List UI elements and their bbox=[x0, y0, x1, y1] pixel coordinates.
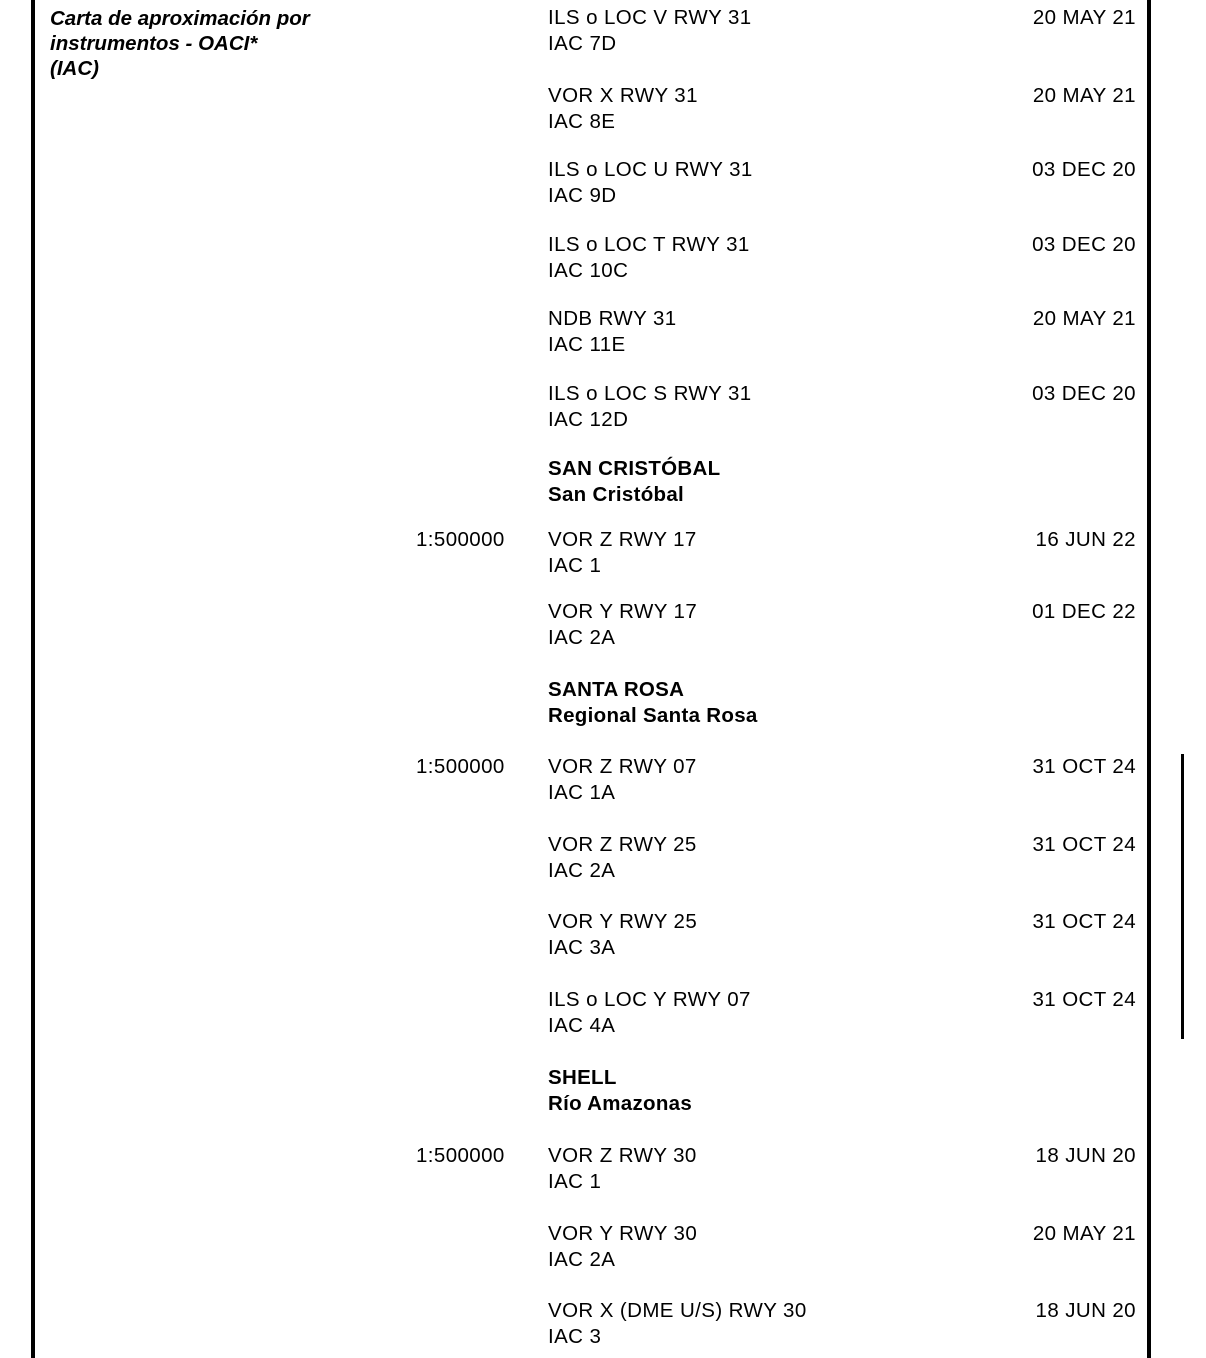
procedure-cell bbox=[548, 1143, 697, 1195]
airport-city: SANTA ROSA bbox=[548, 678, 685, 701]
chart-entry-row bbox=[0, 527, 1206, 587]
procedure-name: ILS o LOC V RWY 31 bbox=[548, 6, 752, 29]
airport-name: Regional Santa Rosa bbox=[548, 704, 758, 727]
effective-date: 03 DEC 20 bbox=[1032, 158, 1136, 181]
procedure-name: VOR Y RWY 25 bbox=[548, 910, 698, 933]
procedure-name: VOR X RWY 31 bbox=[548, 84, 698, 107]
procedure-cell bbox=[548, 754, 697, 806]
procedure-name: VOR Z RWY 07 bbox=[548, 755, 697, 778]
section-title-line: Carta de aproximación por bbox=[50, 7, 310, 30]
chart-entry-row bbox=[0, 599, 1206, 659]
chart-code: IAC 11E bbox=[548, 333, 626, 356]
effective-date: 31 OCT 24 bbox=[1032, 755, 1136, 778]
chart-entry-row bbox=[0, 754, 1206, 814]
effective-date: 01 DEC 22 bbox=[1032, 600, 1136, 623]
effective-date: 31 OCT 24 bbox=[1032, 833, 1136, 856]
procedure-cell bbox=[548, 909, 697, 961]
effective-date: 03 DEC 20 bbox=[1032, 233, 1136, 256]
procedure-cell bbox=[548, 987, 751, 1039]
procedure-name: ILS o LOC Y RWY 07 bbox=[548, 988, 751, 1011]
procedure-name: VOR Y RWY 30 bbox=[548, 1222, 698, 1245]
procedure-cell bbox=[548, 381, 752, 433]
airport-city: SAN CRISTÓBAL bbox=[548, 457, 721, 480]
section-title-line: (IAC) bbox=[50, 57, 99, 80]
chart-code: IAC 1 bbox=[548, 554, 602, 577]
procedure-name: VOR Y RWY 17 bbox=[548, 600, 698, 623]
procedure-name: VOR X (DME U/S) RWY 30 bbox=[548, 1299, 807, 1322]
airport-heading bbox=[548, 456, 720, 508]
procedure-name: VOR Z RWY 25 bbox=[548, 833, 697, 856]
chart-code: IAC 2A bbox=[548, 626, 616, 649]
airport-city: SHELL bbox=[548, 1066, 617, 1089]
procedure-cell bbox=[548, 157, 753, 209]
chart-entry-row bbox=[0, 5, 1206, 65]
procedure-cell bbox=[548, 527, 697, 579]
chart-entry-row bbox=[0, 157, 1206, 217]
chart-scale: 1:500000 bbox=[416, 528, 505, 551]
procedure-name: ILS o LOC S RWY 31 bbox=[548, 382, 752, 405]
chart-entry-row bbox=[0, 1143, 1206, 1203]
procedure-name: NDB RWY 31 bbox=[548, 307, 677, 330]
airport-name: Río Amazonas bbox=[548, 1092, 693, 1115]
airport-name: San Cristóbal bbox=[548, 483, 685, 506]
effective-date: 20 MAY 21 bbox=[1032, 6, 1136, 29]
effective-date: 31 OCT 24 bbox=[1032, 910, 1136, 933]
effective-date: 20 MAY 21 bbox=[1032, 307, 1136, 330]
chart-code: IAC 8E bbox=[548, 110, 616, 133]
chart-entry-row bbox=[0, 381, 1206, 441]
airport-heading bbox=[548, 1065, 692, 1117]
effective-date: 03 DEC 20 bbox=[1032, 382, 1136, 405]
chart-code: IAC 2A bbox=[548, 1248, 616, 1271]
chart-code: IAC 1A bbox=[548, 781, 616, 804]
chart-entry-row bbox=[0, 1298, 1206, 1358]
chart-entry-row bbox=[0, 306, 1206, 366]
procedure-name: VOR Z RWY 30 bbox=[548, 1144, 697, 1167]
chart-scale: 1:500000 bbox=[416, 1144, 505, 1167]
procedure-cell bbox=[548, 306, 677, 358]
chart-entry-row bbox=[0, 83, 1206, 143]
effective-date: 20 MAY 21 bbox=[1032, 1222, 1136, 1245]
procedure-name: ILS o LOC T RWY 31 bbox=[548, 233, 750, 256]
procedure-name: ILS o LOC U RWY 31 bbox=[548, 158, 753, 181]
procedure-cell bbox=[548, 232, 750, 284]
chart-scale: 1:500000 bbox=[416, 755, 505, 778]
chart-entry-row bbox=[0, 987, 1206, 1047]
chart-code: IAC 7D bbox=[548, 32, 617, 55]
procedure-cell bbox=[548, 1221, 697, 1273]
procedure-cell bbox=[548, 83, 698, 135]
chart-code: IAC 10C bbox=[548, 259, 629, 282]
chart-code: IAC 12D bbox=[548, 408, 629, 431]
chart-code: IAC 3A bbox=[548, 936, 616, 959]
effective-date: 16 JUN 22 bbox=[1035, 528, 1136, 551]
section-title-line: instrumentos - OACI* bbox=[50, 32, 258, 55]
chart-code: IAC 9D bbox=[548, 184, 617, 207]
chart-entry-row bbox=[0, 909, 1206, 969]
effective-date: 31 OCT 24 bbox=[1032, 988, 1136, 1011]
procedure-cell bbox=[548, 832, 697, 884]
chart-entry-row bbox=[0, 232, 1206, 292]
procedure-cell bbox=[548, 599, 697, 651]
airport-heading bbox=[548, 677, 758, 729]
chart-code: IAC 3 bbox=[548, 1325, 602, 1348]
procedure-cell bbox=[548, 5, 752, 57]
procedure-cell bbox=[548, 1298, 807, 1350]
chart-code: IAC 2A bbox=[548, 859, 616, 882]
effective-date: 20 MAY 21 bbox=[1032, 84, 1136, 107]
procedure-name: VOR Z RWY 17 bbox=[548, 528, 697, 551]
effective-date: 18 JUN 20 bbox=[1035, 1144, 1136, 1167]
chart-code: IAC 1 bbox=[548, 1170, 602, 1193]
effective-date: 18 JUN 20 bbox=[1035, 1299, 1136, 1322]
chart-code: IAC 4A bbox=[548, 1014, 616, 1037]
chart-entry-row bbox=[0, 1221, 1206, 1281]
chart-entry-row bbox=[0, 832, 1206, 892]
